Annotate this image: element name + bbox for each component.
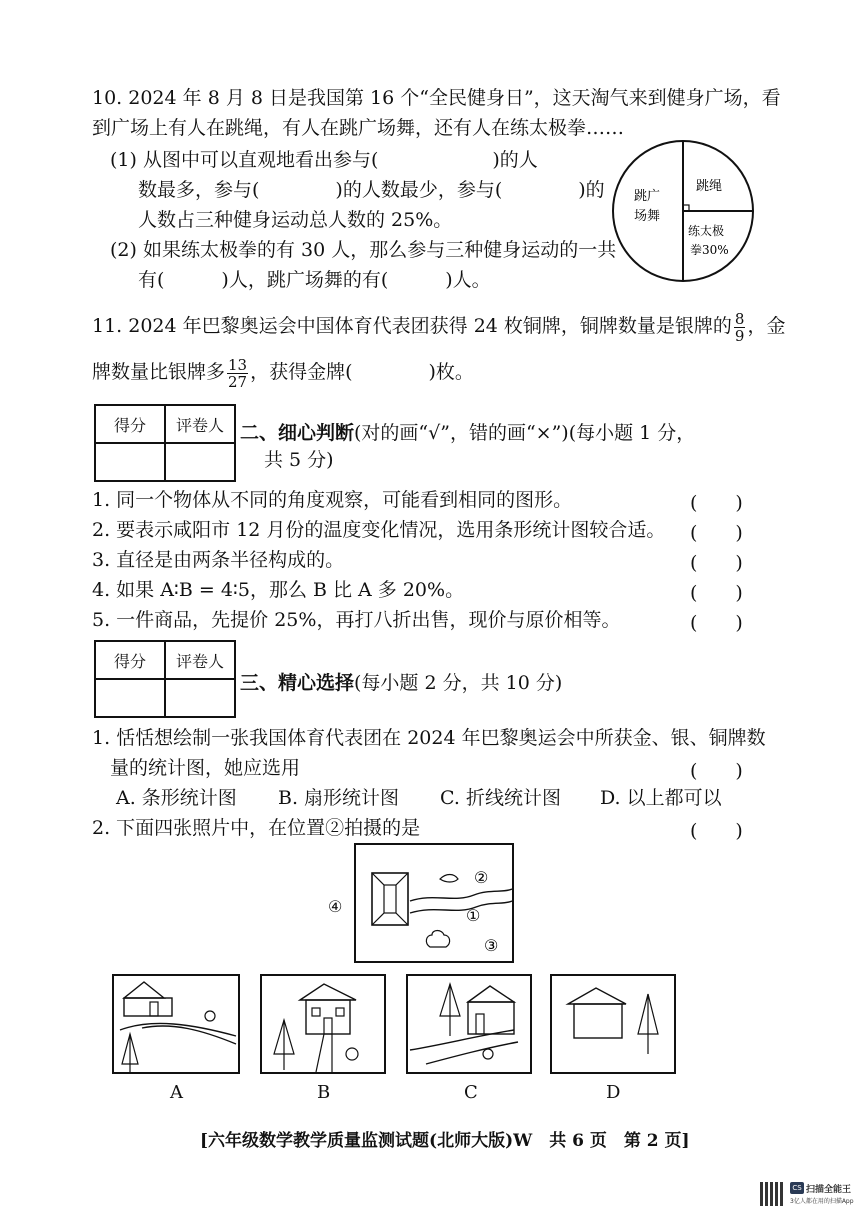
choice-q1-answer[interactable]: ( ) (690, 760, 743, 782)
judge-item-2: 2. 要表示咸阳市 12 月份的温度变化情况，选用条形统计图较合适。 (92, 519, 666, 541)
scanner-watermark (760, 1180, 860, 1220)
q10-part1-line3: 人数占三种健身运动总人数的 25%。 (138, 209, 453, 231)
bird-icon (440, 875, 458, 883)
judge-answer-2[interactable]: ( ) (690, 522, 743, 544)
pie-chart (610, 138, 760, 288)
pie-label-dance-2: 场舞 (634, 209, 661, 224)
section3-title: 三、精心选择(每小题 2 分，共 10 分) (240, 672, 563, 694)
grader-header: 评卷人 (165, 641, 235, 679)
map-figure (354, 843, 514, 963)
page-footer: [六年级数学教学质量监测试题(北师大版)W 共 6 页 第 2 页] (200, 1131, 690, 1151)
q10-part1-line1: (1) 从图中可以直观地看出参与( )的人 (110, 149, 538, 171)
score-header: 得分 (95, 641, 165, 679)
pie-label-taichi-1: 练太极 (688, 224, 725, 238)
house-top-view (372, 873, 408, 925)
judge-item-4: 4. 如果 A∶B = 4∶5，那么 B 比 A 多 20%。 (92, 579, 465, 601)
scanner-brand: 扫描全能王 (806, 1185, 852, 1195)
photo-b (260, 974, 386, 1074)
cs-logo-icon: CS (790, 1182, 804, 1194)
judge-item-1: 1. 同一个物体从不同的角度观察，可能看到相同的图形。 (92, 489, 573, 511)
choice-q2-stem: 2. 下面四张照片中，在位置②拍摄的是 (92, 817, 421, 839)
score-header: 得分 (95, 405, 165, 443)
pie-label-rope: 跳绳 (696, 179, 723, 194)
qr-code-icon (760, 1182, 784, 1206)
fraction-8-9: $\frac{8}{9}$ (734, 309, 745, 345)
map-label-3: ③ (484, 936, 499, 955)
river (410, 889, 512, 901)
photo-letter-d: D (606, 1082, 621, 1103)
q10-line1: 10. 2024 年 8 月 8 日是我国第 16 个“全民健身日”，这天淘气来到健身广场，看 (92, 87, 781, 109)
score-table-section2 (94, 404, 236, 482)
score-cell[interactable] (95, 443, 165, 481)
photo-letter-a: A (170, 1082, 183, 1103)
choice-q1-line2: 量的统计图，她应选用 (110, 757, 301, 779)
map-label-1: ① (466, 906, 481, 925)
bush-icon (426, 931, 449, 948)
q10-part1-line2: 数最多，参与( )的人数最少，参与( )的 (138, 179, 605, 201)
judge-answer-4[interactable]: ( ) (690, 582, 743, 604)
fraction-13-27: $\frac{13}{27}$ (228, 355, 248, 391)
map-label-2: ② (474, 868, 489, 887)
judge-answer-3[interactable]: ( ) (690, 552, 743, 574)
score-table-section3 (94, 640, 236, 718)
judge-item-5: 5. 一件商品，先提价 25%，再打八折出售，现价与原价相等。 (92, 609, 621, 631)
q11-line2: 牌数量比银牌多 $\frac{13}{27}$ ，获得金牌( )枚。 (92, 355, 474, 391)
pie-label-dance-1: 跳广 (634, 189, 661, 204)
scanner-tagline: 3亿人都在用的扫描App (790, 1198, 854, 1205)
photo-d (550, 974, 676, 1074)
choice-q1-option-d: D. 以上都可以 (600, 787, 722, 809)
choice-q1-option-a: A. 条形统计图 (116, 787, 237, 809)
grader-cell[interactable] (165, 443, 235, 481)
q10-line2: 到广场上有人在跳绳，有人在跳广场舞，还有人在练太极拳…… (92, 117, 625, 139)
map-label-4-outside: ④ (328, 897, 343, 916)
photo-a (112, 974, 240, 1074)
judge-answer-1[interactable]: ( ) (690, 492, 743, 514)
score-cell[interactable] (95, 679, 165, 717)
choice-q1-line1: 1. 恬恬想绘制一张我国体育代表团在 2024 年巴黎奥运会中所获金、银、铜牌数 (92, 727, 766, 749)
grader-cell[interactable] (165, 679, 235, 717)
section2-note-line2: 共 5 分) (264, 449, 334, 471)
grader-header: 评卷人 (165, 405, 235, 443)
judge-item-3: 3. 直径是由两条半径构成的。 (92, 549, 345, 571)
photo-c (406, 974, 532, 1074)
choice-q1-option-b: B. 扇形统计图 (278, 787, 400, 809)
judge-answer-5[interactable]: ( ) (690, 612, 743, 634)
section2-title: 二、细心判断(对的画“√”，错的画“×”)(每小题 1 分， (240, 422, 696, 444)
q10-part2-line1: (2) 如果练太极拳的有 30 人，那么参与三种健身运动的一共 (110, 239, 617, 261)
photo-letter-b: B (317, 1082, 331, 1103)
photo-letter-c: C (464, 1082, 478, 1103)
q10-part2-line2: 有( )人，跳广场舞的有( )人。 (138, 269, 491, 291)
choice-q1-option-c: C. 折线统计图 (440, 787, 561, 809)
choice-q2-answer[interactable]: ( ) (690, 820, 743, 842)
q11-line1: 11. 2024 年巴黎奥运会中国体育代表团获得 24 枚铜牌，铜牌数量是银牌的 $\frac{8}{9}$ ，金 (92, 309, 786, 345)
pie-label-taichi-2: 拳30% (690, 243, 729, 257)
